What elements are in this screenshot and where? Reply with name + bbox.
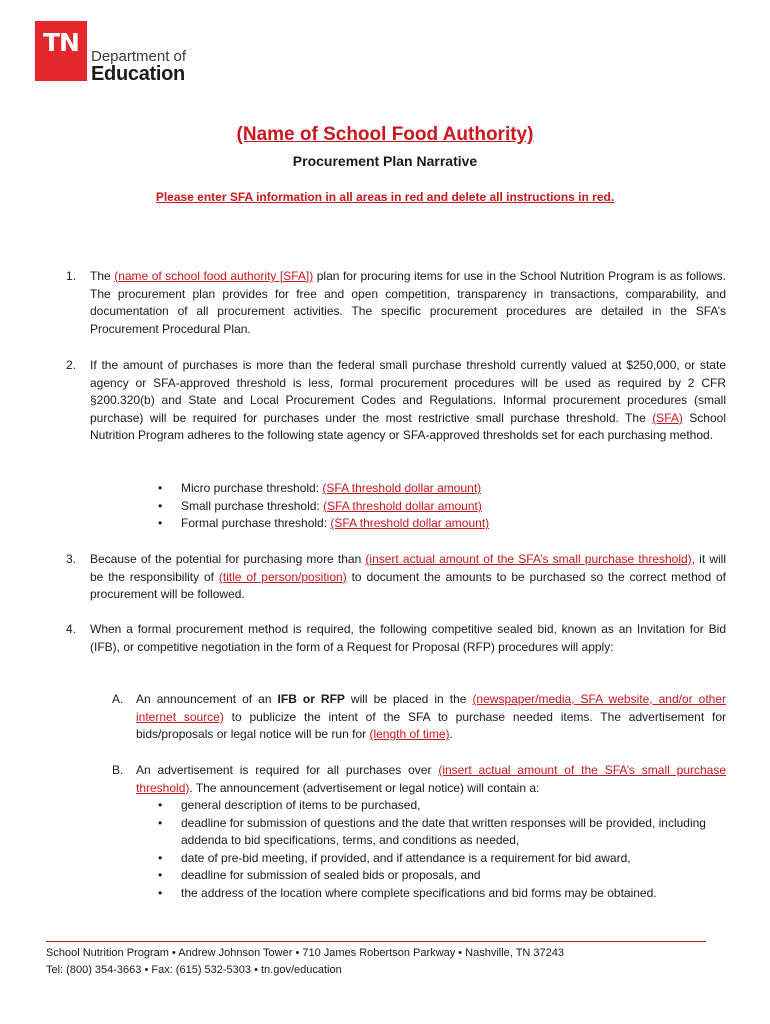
item-number: 4. bbox=[66, 622, 77, 636]
list-item-3 bbox=[66, 551, 726, 604]
item-number: 1. bbox=[66, 269, 77, 283]
logo-department-text: Department of bbox=[91, 48, 187, 65]
item-text: plan for procuring items for use in the School Nutrition Program is as follows. The procurement plan provides for free and open competition, transparency in transactions, comparability, and documentation of all procurement activities. The specific procurement procedures are detailed in the SFA’s Procurement Procedural Plan. bbox=[90, 269, 726, 336]
placeholder-field: (length of time) bbox=[369, 727, 450, 741]
item-body bbox=[90, 268, 726, 338]
sub-item-body bbox=[136, 762, 726, 797]
item-text: An announcement of an bbox=[136, 692, 278, 706]
item-text: An advertisement is required for all purchases over bbox=[136, 763, 439, 777]
threshold-item bbox=[158, 498, 728, 516]
item-text: to document the amounts to be purchased so the correct method of procurement will be followed. bbox=[90, 569, 726, 601]
bullet-icon: • bbox=[158, 516, 163, 530]
placeholder-field: (SFA) bbox=[652, 410, 683, 425]
list-item-text: deadline for submission of sealed bids or proposals, and bbox=[181, 868, 481, 882]
bullet-icon: • bbox=[158, 481, 163, 495]
item-text: will be placed in the bbox=[344, 692, 473, 706]
bullet-icon: • bbox=[158, 798, 163, 812]
item-text: Because of the potential for purchasing more than bbox=[90, 552, 366, 566]
logo-education-text: Education bbox=[91, 63, 185, 85]
item-number: 2. bbox=[66, 358, 77, 372]
logo-mark: TN bbox=[43, 28, 79, 57]
logo-red-box bbox=[35, 21, 87, 81]
item-text: . The announcement (advertisement or legal notice) will contain a: bbox=[189, 780, 540, 795]
bold-text: IFB or RFP bbox=[277, 692, 345, 706]
list-item-2 bbox=[66, 357, 726, 445]
sub-item-body bbox=[136, 691, 726, 744]
item-text: . bbox=[449, 727, 453, 741]
item-text: The bbox=[90, 269, 115, 283]
document-subtitle: Procurement Plan Narrative bbox=[292, 153, 478, 169]
threshold-item bbox=[158, 515, 728, 533]
item-text: School Nutrition Program adheres to the following state agency or SFA-approved thresholds set for each purchasing method. bbox=[90, 410, 726, 442]
list-item-1 bbox=[66, 268, 726, 338]
threshold-value: (SFA threshold dollar amount) bbox=[330, 516, 490, 530]
list-item-text: general description of items to be purchased, bbox=[181, 798, 421, 812]
list-item bbox=[158, 867, 728, 885]
list-item-text: the address of the location where complete specifications and bid forms may be obtained. bbox=[181, 885, 657, 900]
threshold-item bbox=[158, 480, 728, 498]
sub-item-a bbox=[112, 691, 726, 744]
footer-address: School Nutrition Program • Andrew Johnson Tower • 710 James Robertson Parkway • Nashville, TN 37243 bbox=[46, 947, 565, 959]
placeholder-field: (newspaper/media, SFA website, and/or other internet source) bbox=[136, 692, 726, 724]
bullet-icon: • bbox=[158, 885, 163, 900]
announcement-contents-list bbox=[158, 797, 728, 902]
list-item-4 bbox=[66, 621, 726, 656]
sub-item-letter: B. bbox=[112, 763, 124, 777]
threshold-list bbox=[158, 480, 728, 533]
list-item-text: deadline for submission of questions and the date that written responses will be provided, including addenda to bid specifications, terms, and conditions as needed, bbox=[181, 815, 706, 847]
item-text: to publicize the intent of the SFA to purchase needed items. The advertisement for bids/proposals or legal notice will be run for bbox=[136, 709, 726, 741]
footer-contact: Tel: (800) 354-3663 • Fax: (615) 532-5303 • tn.gov/education bbox=[46, 964, 342, 976]
bullet-icon: • bbox=[158, 815, 163, 830]
instruction-text: Please enter SFA information in all areas in red and delete all instructions in red. bbox=[155, 190, 615, 204]
item-body bbox=[90, 357, 726, 445]
item-body bbox=[90, 551, 726, 604]
placeholder-field: (title of person/position) bbox=[218, 569, 347, 584]
list-item bbox=[158, 885, 728, 903]
list-item bbox=[158, 797, 728, 815]
threshold-label: Small purchase threshold: bbox=[181, 498, 324, 513]
item-text: , it will be the responsibility of bbox=[90, 552, 726, 584]
bullet-icon: • bbox=[158, 850, 163, 865]
document-title: (Name of School Food Authority) bbox=[236, 124, 534, 145]
sub-item-letter: A. bbox=[112, 692, 124, 706]
bullet-icon: • bbox=[158, 498, 163, 513]
threshold-label: Formal purchase threshold: bbox=[181, 516, 331, 530]
item-text: If the amount of purchases is more than the federal small purchase threshold currently valued at $250,000, or state agency or SFA-approved threshold is less, formal procurement procedures will be used as required by 2 CFR §200.320(b) and State and Local Procurement Codes and Regulations. Informal procurement procedures (small purchase) will be required for purchases under the most restrictive small purchase threshold. The bbox=[90, 358, 726, 425]
item-number: 3. bbox=[66, 552, 77, 566]
placeholder-field: (name of school food authority [SFA]) bbox=[114, 269, 314, 283]
placeholder-field: (insert actual amount of the SFA’s small purchase threshold) bbox=[136, 763, 727, 795]
threshold-value: (SFA threshold dollar amount) bbox=[322, 481, 482, 495]
list-item-text: date of pre-bid meeting, if provided, and if attendance is a requirement for bid award, bbox=[181, 850, 631, 865]
item-body: When a formal procurement method is required, the following competitive sealed bid, known as an Invitation for Bid (IFB), or competitive negotiation in the form of a Request for Proposal (RFP) procedures will apply: bbox=[90, 622, 726, 654]
bullet-icon: • bbox=[158, 868, 163, 882]
footer-divider bbox=[46, 941, 706, 942]
sub-item-b bbox=[112, 762, 726, 797]
placeholder-field: (insert actual amount of the SFA’s small purchase threshold) bbox=[365, 552, 692, 566]
threshold-value: (SFA threshold dollar amount) bbox=[323, 498, 482, 513]
list-item bbox=[158, 850, 728, 868]
threshold-label: Micro purchase threshold: bbox=[181, 481, 323, 495]
list-item bbox=[158, 815, 728, 850]
